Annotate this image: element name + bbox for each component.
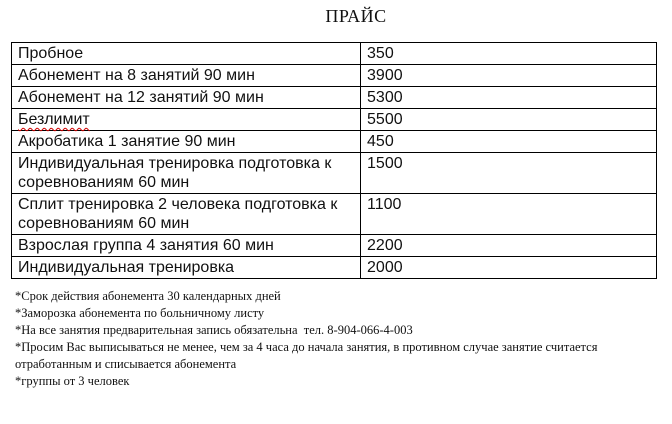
service-price: 1500	[361, 153, 657, 194]
page-title: ПРАЙС	[325, 6, 387, 26]
service-name: Пробное	[12, 43, 361, 65]
service-price: 3900	[361, 65, 657, 87]
service-name: Взрослая группа 4 занятия 60 мин	[12, 235, 361, 257]
note-groups: *группы от 3 человек	[15, 374, 130, 388]
service-price: 5500	[361, 109, 657, 131]
service-name: Абонемент на 12 занятий 90 мин	[12, 87, 361, 109]
table-row	[12, 235, 657, 257]
service-name: Абонемент на 8 занятий 90 мин	[12, 65, 361, 87]
note-booking: *На все занятия предварительная запись обязательна тел. 8-904-066-4-003	[15, 323, 413, 337]
service-name: Индивидуальная тренировка	[12, 257, 361, 279]
table-row	[12, 257, 657, 279]
service-name: Сплит тренировка 2 человека подготовка к соревнованиям 60 мин	[12, 194, 361, 235]
service-name: Акробатика 1 занятие 90 мин	[12, 131, 361, 153]
service-price: 2000	[361, 257, 657, 279]
service-price: 1100	[361, 194, 657, 235]
note-cancellation: *Просим Вас выписываться не менее, чем за 4 часа до начала занятия, в противном случае занятие считается отработанным и списывается абонемента	[15, 340, 601, 371]
service-name: Индивидуальная тренировка подготовка к соревнованиям 60 мин	[12, 153, 361, 194]
service-price: 450	[361, 131, 657, 153]
service-price: 350	[361, 43, 657, 65]
service-price: 5300	[361, 87, 657, 109]
table-row	[12, 131, 657, 153]
spellcheck-word: Безлимит	[18, 111, 90, 128]
service-name	[12, 109, 361, 131]
table-row	[12, 153, 657, 194]
price-table	[11, 42, 657, 279]
notes-section	[15, 288, 655, 390]
service-price: 2200	[361, 235, 657, 257]
table-row	[12, 109, 657, 131]
table-row	[12, 43, 657, 65]
table-row	[12, 194, 657, 235]
table-row	[12, 87, 657, 109]
note-freeze: *Заморозка абонемента по больничному листу	[15, 306, 265, 320]
table-row	[12, 65, 657, 87]
note-validity: *Срок действия абонемента 30 календарных дней	[15, 289, 281, 303]
